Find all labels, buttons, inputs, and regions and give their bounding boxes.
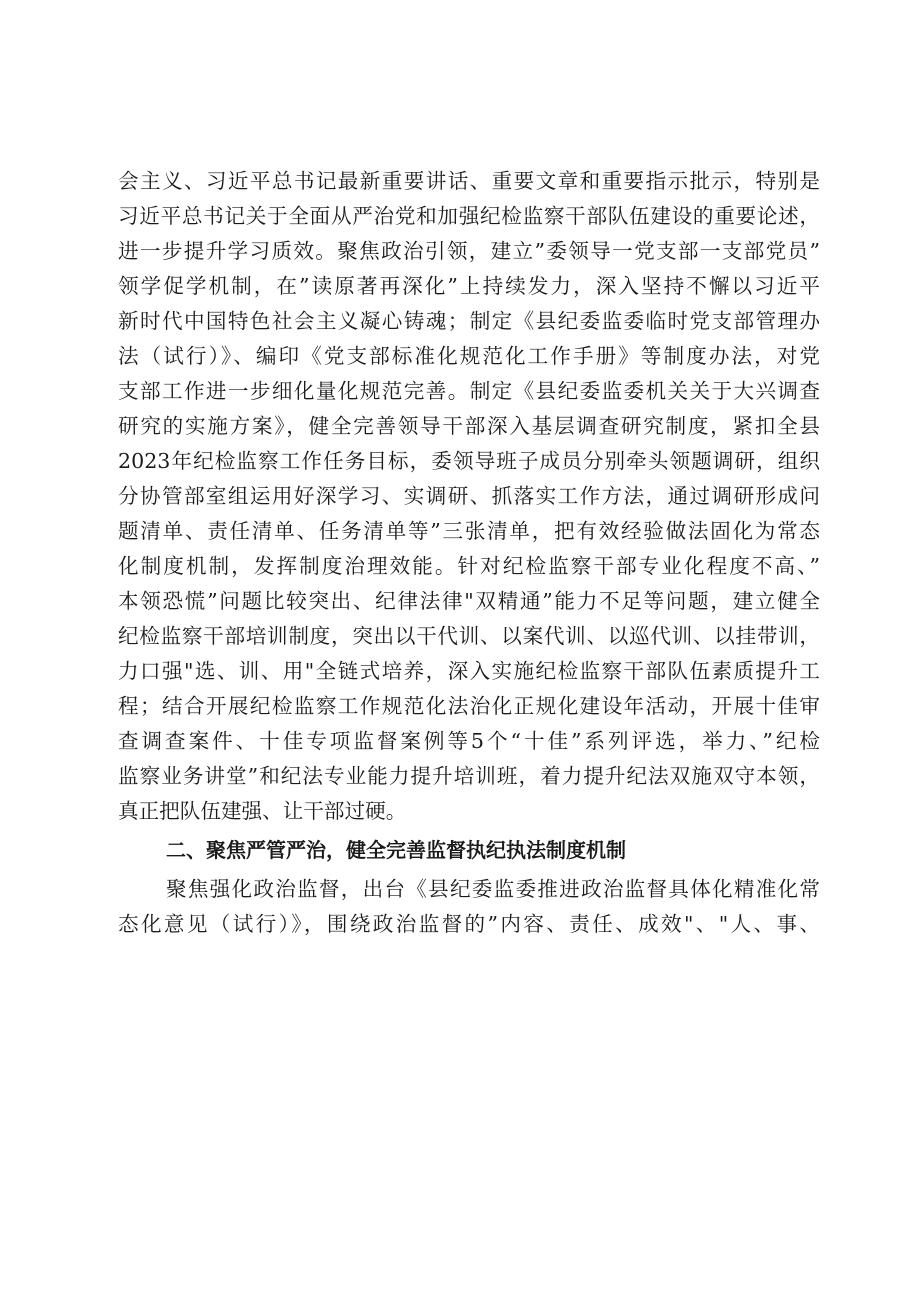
paragraph-line: 新时代中国特色社会主义凝心铸魂；制定《县纪委监委临时党支部管理办 xyxy=(118,309,820,333)
paragraph-line: 2023年纪检监察工作任务目标，委领导班子成员分别牵头领题调研，组织 xyxy=(118,449,820,473)
paragraph-line: 真正把队伍建强、让干部过硬。 xyxy=(118,799,407,823)
paragraph-line: 分协管部室组运用好深学习、实调研、抓落实工作方法，通过调研形成问 xyxy=(118,484,820,508)
paragraph-line: 题清单、责任清单、任务清单等”三张清单，把有效经验做法固化为常态 xyxy=(118,519,820,543)
paragraph-1 xyxy=(118,164,820,829)
paragraph-line: 本领恐慌”问题比较突出、纪律法律"双精通”能力不足等问题，建立健全 xyxy=(118,589,820,613)
paragraph-line: 聚焦强化政治监督，出台《县纪委监委推进政治监督具体化精准化常 xyxy=(166,877,820,901)
paragraph-line: 领学促学机制，在”读原著再深化”上持续发力，深入坚持不懈以习近平 xyxy=(118,274,820,298)
paragraph-line: 研究的实施方案》，健全完善领导干部深入基层调查研究制度，紧扣全县 xyxy=(118,414,820,438)
paragraph-line: 力口强"选、训、用"全链式培养，深入实施纪检监察干部队伍素质提升工 xyxy=(118,659,820,683)
paragraph-line: 法（试行）》、编印《党支部标准化规范化工作手册》等制度办法，对党 xyxy=(118,344,820,368)
paragraph-line: 习近平总书记关于全面从严治党和加强纪检监察干部队伍建设的重要论述， xyxy=(118,204,820,228)
document-body xyxy=(118,164,820,942)
paragraph-line: 会主义、习近平总书记最新重要讲话、重要文章和重要指示批示，特别是 xyxy=(118,169,820,193)
paragraph-line: 纪检监察干部培训制度，突出以干代训、以案代训、以巡代训、以挂带训， xyxy=(118,624,820,648)
paragraph-line: 进一步提升学习质效。聚焦政治引领，建立”委领导一党支部一支部党员” xyxy=(118,239,820,263)
paragraph-line: 程；结合开展纪检监察工作规范化法治化正规化建设年活动，开展十佳审 xyxy=(118,694,820,718)
paragraph-line: 查调查案件、十佳专项监督案例等5个“十佳”系列评选，举力、”纪检 xyxy=(118,729,820,753)
section-heading: 二、聚焦严管严治，健全完善监督执纪执法制度机制 xyxy=(166,838,626,862)
paragraph-line: 支部工作进一步细化量化规范完善。制定《县纪委监委机关关于大兴调查 xyxy=(118,379,820,403)
paragraph-line: 监察业务讲堂”和纪法专业能力提升培训班，着力提升纪法双施双守本领， xyxy=(118,764,820,788)
paragraph-line: 化制度机制，发挥制度治理效能。针对纪检监察干部专业化程度不高、” xyxy=(118,554,820,578)
paragraph-line: 态化意见（试行）》，围绕政治监督的”内容、责任、成效"、"人、事、 xyxy=(118,912,820,936)
paragraph-2 xyxy=(118,872,820,942)
